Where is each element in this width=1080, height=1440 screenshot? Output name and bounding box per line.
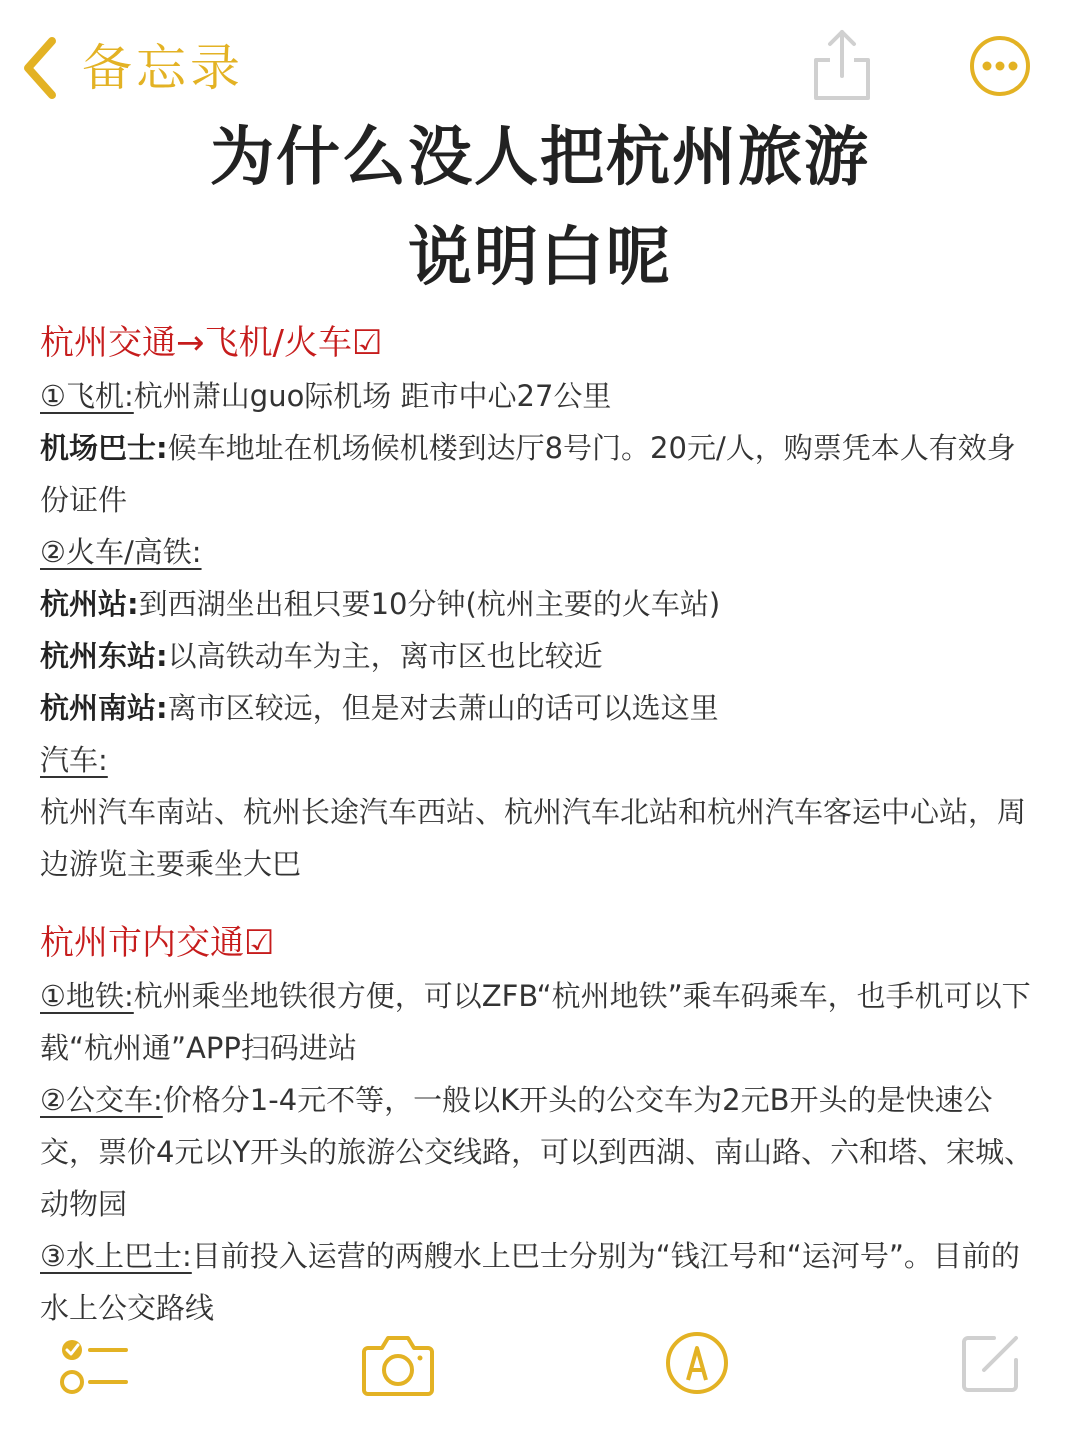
plane-text: 杭州萧山guo际机场 距市中心27公里 bbox=[133, 379, 612, 413]
hangzhou-east-text: 以高铁动车为主，离市区也比较近 bbox=[167, 639, 603, 673]
checklist-icon[interactable] bbox=[58, 1330, 130, 1402]
share-icon[interactable] bbox=[810, 26, 874, 102]
section-heading-local: 杭州市内交通☑ bbox=[40, 923, 275, 963]
car-line bbox=[40, 734, 1040, 786]
hangzhou-south-label: 杭州南站: bbox=[40, 691, 168, 725]
car-label: 汽车: bbox=[40, 743, 108, 777]
city-bus-line bbox=[40, 1074, 1040, 1230]
train-label: ②火车/高铁: bbox=[40, 535, 202, 569]
hangzhou-east-line bbox=[40, 630, 1040, 682]
back-label: 备忘录 bbox=[82, 39, 244, 97]
note-title-line-2: 说明白呢 bbox=[408, 221, 672, 295]
metro-label: ①地铁: bbox=[40, 979, 134, 1013]
more-icon[interactable] bbox=[968, 34, 1032, 98]
hangzhou-south-line bbox=[40, 682, 1040, 734]
plane-label: ①飞机: bbox=[40, 379, 134, 413]
airport-bus-label: 机场巴士: bbox=[40, 431, 168, 465]
markup-icon[interactable] bbox=[664, 1330, 730, 1396]
plane-line bbox=[40, 370, 1040, 422]
section-spacer bbox=[40, 890, 1040, 916]
city-bus-label: ②公交车: bbox=[40, 1083, 163, 1117]
train-line bbox=[40, 526, 1040, 578]
note-title-line-1: 为什么没人把杭州旅游 bbox=[210, 121, 870, 195]
water-bus-text: 目前投入运营的两艘水上巴士分别为“钱江号和“运河号”。目前的水上公交路线 bbox=[40, 1239, 1020, 1325]
hangzhou-station-label: 杭州站: bbox=[40, 587, 139, 621]
hangzhou-station-line bbox=[40, 578, 1040, 630]
note-body[interactable] bbox=[40, 316, 1040, 1334]
water-bus-label: ③水上巴士: bbox=[40, 1239, 192, 1273]
hangzhou-station-text: 到西湖坐出租只要10分钟(杭州主要的火车站) bbox=[138, 587, 721, 621]
metro-line bbox=[40, 970, 1040, 1074]
back-button[interactable] bbox=[18, 30, 244, 106]
top-bar bbox=[0, 0, 1080, 120]
hangzhou-south-text: 离市区较远，但是对去萧山的话可以选这里 bbox=[167, 691, 719, 725]
water-bus-line bbox=[40, 1230, 1040, 1334]
note-title bbox=[0, 108, 1080, 308]
car-text: 杭州汽车南站、杭州长途汽车西站、杭州汽车北站和杭州汽车客运中心站，周边游览主要乘坐大巴 bbox=[40, 795, 1027, 881]
compose-icon[interactable] bbox=[958, 1330, 1024, 1396]
city-bus-text: 价格分1-4元不等，一般以K开头的公交车为2元B开头的是快速公交，票价4元以Y开头的旅游公交线路，可以到西湖、南山路、六和塔、宋城、动物园 bbox=[40, 1083, 1034, 1221]
chevron-left-icon bbox=[18, 33, 62, 103]
bottom-toolbar bbox=[0, 1320, 1080, 1420]
airport-bus-text: 候车地址在机场候机楼到达厅8号门。20元/人，购票凭本人有效身份证件 bbox=[40, 431, 1016, 517]
airport-bus-line bbox=[40, 422, 1040, 526]
camera-icon[interactable] bbox=[360, 1330, 436, 1398]
section-heading-intercity: 杭州交通→飞机/火车☑ bbox=[40, 323, 383, 363]
hangzhou-east-label: 杭州东站: bbox=[40, 639, 168, 673]
metro-text: 杭州乘坐地铁很方便，可以ZFB“杭州地铁”乘车码乘车，也手机可以下载“杭州通”APP扫码进站 bbox=[40, 979, 1031, 1065]
